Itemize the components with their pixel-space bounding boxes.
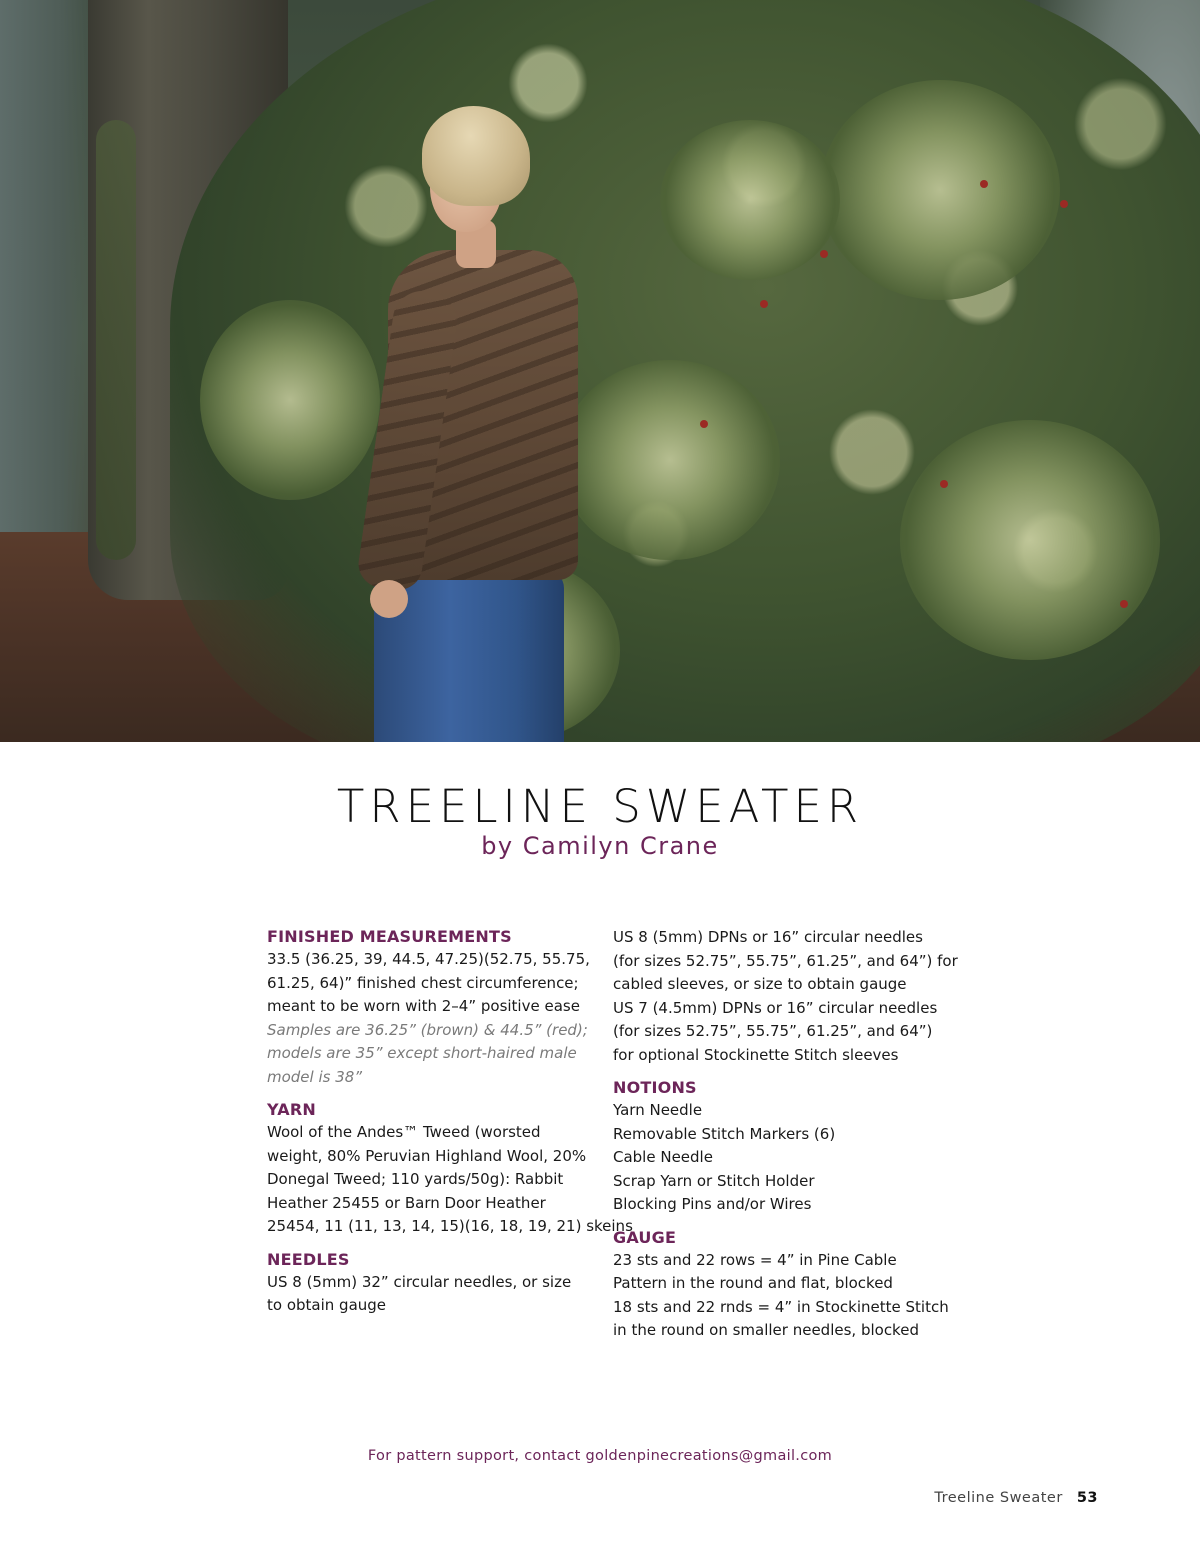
section-heading: YARN <box>267 1100 316 1119</box>
text-line: (for sizes 52.75”, 55.75”, 61.25”, and 64”) <box>613 1022 933 1040</box>
holly-berry <box>820 250 828 258</box>
holly-berry <box>940 480 948 488</box>
sample-note: models are 35” except short-haired male <box>267 1044 577 1062</box>
section-heading: NEEDLES <box>267 1249 350 1269</box>
pattern-support-contact: For pattern support, contact goldenpinecreations@gmail.com <box>367 1448 833 1464</box>
leaf-cluster <box>900 420 1160 660</box>
section-finished-measurements <box>267 926 602 1089</box>
text-line: 25454, 11 (11, 13, 14, 15)(16, 18, 19, 21) skeins <box>267 1217 633 1235</box>
section-heading: NOTIONS <box>613 1078 697 1097</box>
text-line: weight, 80% Peruvian Highland Wool, 20% <box>267 1146 587 1165</box>
text-line: cabled sleeves, or size to obtain gauge <box>613 975 907 993</box>
text-line: Removable Stitch Markers (6) <box>613 1124 836 1143</box>
holly-berry <box>980 180 988 188</box>
text-line: Pattern in the round and flat, blocked <box>613 1274 893 1292</box>
text-line: to obtain gauge <box>267 1296 387 1314</box>
section-yarn <box>267 1099 633 1239</box>
text-line: US 8 (5mm) DPNs or 16” circular needles <box>613 928 923 946</box>
text-line: 61.25, 64)” finished chest circumference; <box>267 973 579 992</box>
text-line: 33.5 (36.25, 39, 44.5, 47.25)(52.75, 55.75, <box>267 950 590 968</box>
section-notions <box>613 1077 953 1217</box>
text-line: Heather 25455 or Barn Door Heather <box>267 1193 546 1212</box>
running-title: Treeline Sweater <box>934 1490 1063 1506</box>
pattern-title: TREELINE SWEATER <box>336 780 864 833</box>
text-line: 23 sts and 22 rows = 4” in Pine Cable <box>613 1250 897 1269</box>
text-line: (for sizes 52.75”, 55.75”, 61.25”, and 64”) for <box>613 951 958 970</box>
text-line: meant to be worn with 2–4” positive ease <box>267 997 580 1015</box>
text-line: in the round on smaller needles, blocked <box>613 1321 919 1339</box>
holly-berry <box>1120 600 1128 608</box>
text-line: 18 sts and 22 rnds = 4” in Stockinette Stitch <box>613 1297 949 1316</box>
leaf-cluster <box>660 120 840 280</box>
holly-berry <box>760 300 768 308</box>
sample-note: Samples are 36.25” (brown) & 44.5” (red); <box>267 1020 588 1039</box>
holly-berry <box>1060 200 1068 208</box>
text-line: Scrap Yarn or Stitch Holder <box>613 1171 815 1190</box>
left-column <box>267 926 633 1328</box>
hair <box>422 106 530 206</box>
page-number: 53 <box>1076 1490 1098 1506</box>
leaf-cluster <box>820 80 1060 300</box>
text-line: Donegal Tweed; 110 yards/50g): Rabbit <box>267 1170 564 1188</box>
hand <box>370 580 408 618</box>
designer-byline: by Camilyn Crane <box>481 832 719 860</box>
tree-moss <box>96 120 136 560</box>
section-heading: FINISHED MEASUREMENTS <box>267 927 512 946</box>
section-needles-continued <box>613 926 958 1067</box>
text-line: Wool of the Andes™ Tweed (worsted <box>267 1123 541 1141</box>
sample-note: model is 38” <box>267 1067 363 1086</box>
section-gauge <box>613 1227 953 1343</box>
text-line: US 7 (4.5mm) DPNs or 16” circular needles <box>613 998 938 1017</box>
hero-photo <box>0 0 1200 742</box>
right-column <box>613 926 958 1353</box>
section-heading: GAUGE <box>613 1227 677 1247</box>
text-line: for optional Stockinette Stitch sleeves <box>613 1045 899 1064</box>
model <box>360 100 600 742</box>
text-line: Blocking Pins and/or Wires <box>613 1195 812 1213</box>
section-needles <box>267 1249 602 1318</box>
text-line: Yarn Needle <box>613 1101 703 1119</box>
text-line: US 8 (5mm) 32” circular needles, or size <box>267 1272 572 1291</box>
holly-berry <box>700 420 708 428</box>
page-footer <box>934 1490 1098 1506</box>
leaf-cluster <box>200 300 380 500</box>
text-line: Cable Needle <box>613 1148 713 1166</box>
